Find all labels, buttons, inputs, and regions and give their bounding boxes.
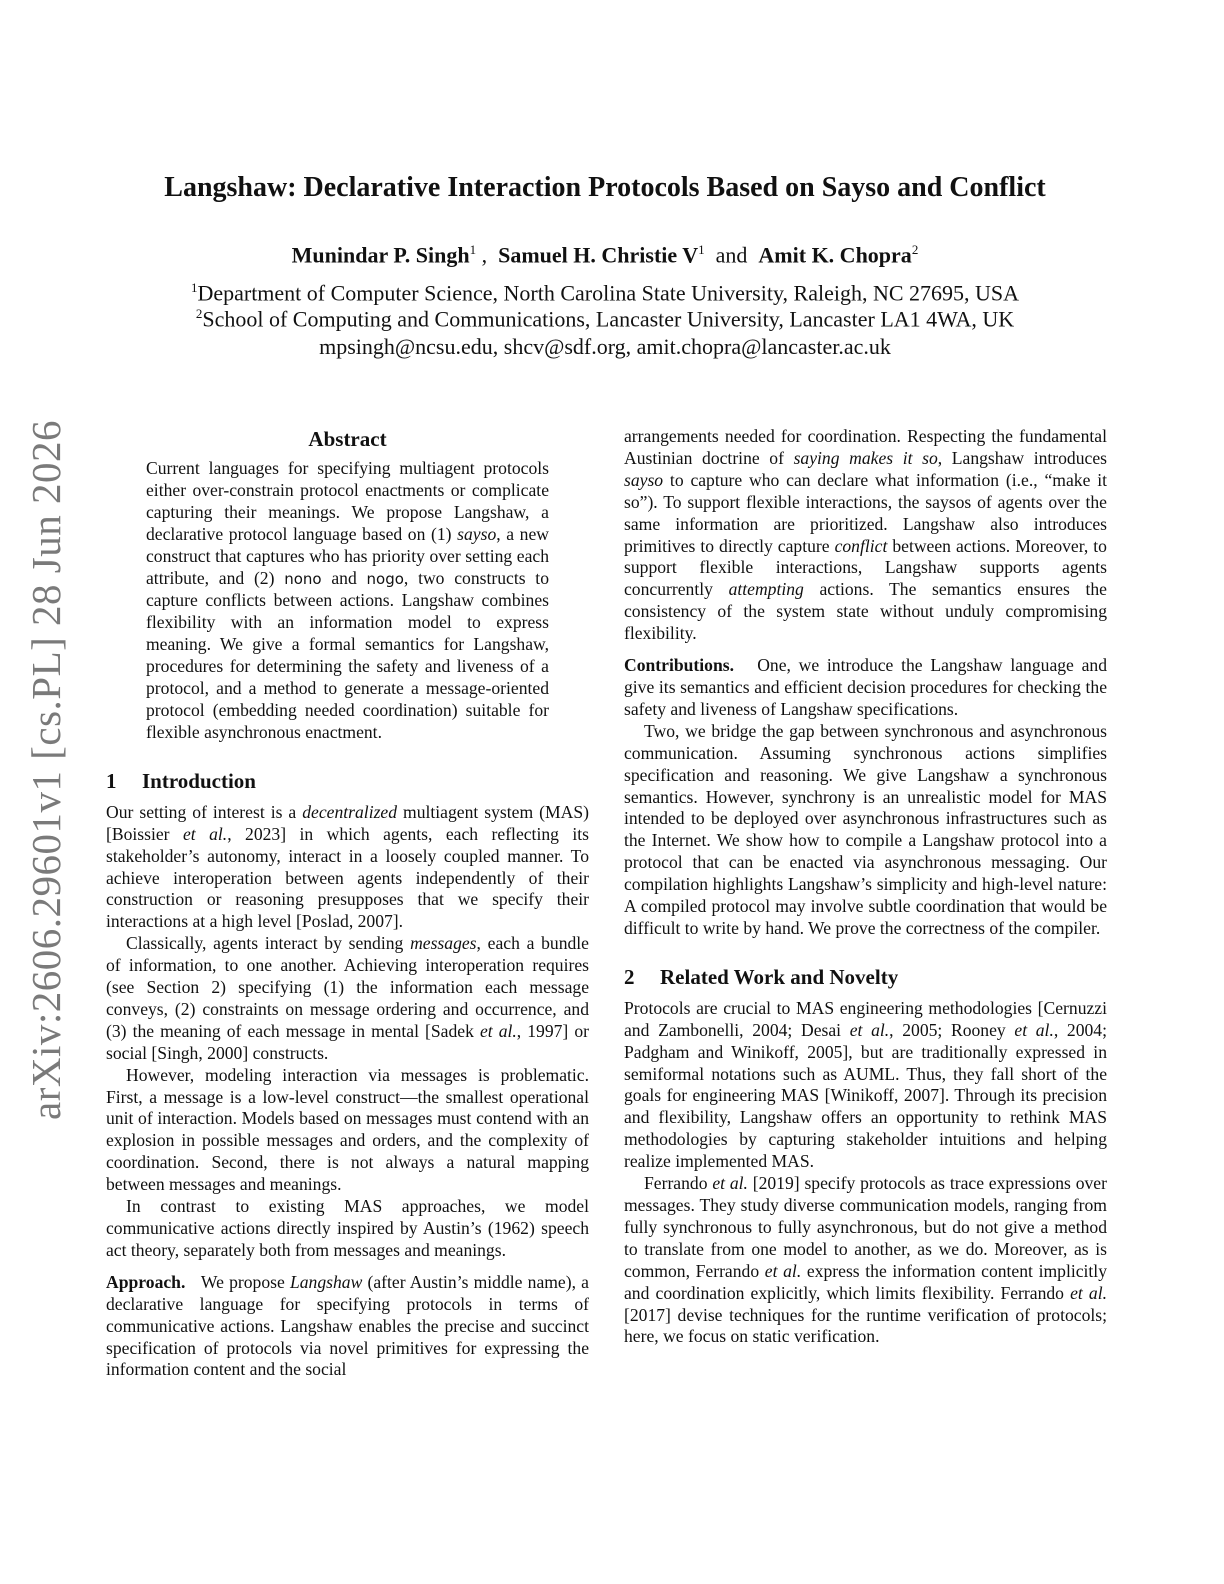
intro-paragraph-3: However, modeling interaction via messages is problematic. First, a message is a low-level construct—the smallest operational unit of interaction. Models based on messages must contend with an explosion in possible messages and orders, and the complexity of coordination. Second, there is not always a natural mapping between messages and meanings. [106, 1064, 589, 1195]
paper-title: Langshaw: Declarative Interaction Protocols Based on Sayso and Conflict [164, 172, 1046, 203]
left-column [106, 426, 589, 1381]
related-paragraph-2: Ferrando et al. [2019] specify protocols as trace expressions over messages. They study diverse communication models, ranging from fully synchronous to fully asynchronous, but do not give a method to translate from one model to another, as we do. Moreover, as is common, Ferrando et al. express the information content implicitly and coordination explicitly, which limits flexibility. Ferrando et al. [2017] devise techniques for the runtime verification of protocols; here, we focus on static verification. [624, 1173, 1107, 1347]
section-2-heading: 2 Related Work and Novelty [624, 964, 899, 989]
contributions-paragraph: Contributions. One, we introduce the Langshaw language and give its semantics and efficient decision procedures for checking the safety and liveness of Langshaw specifications. [624, 655, 1108, 719]
intro-paragraph-2: Classically, agents interact by sending messages, each a bundle of information, to one another. Achieving interoperation requires (see Section 2) specifying (1) the information each message conveys, (2) constraints on message ordering and occurrence, and (3) the meaning of each message in mental [Sadek et al., 1997] or social [Singh, 2000] constructs. [106, 933, 589, 1063]
author-1: Munindar P. Singh [291, 242, 470, 268]
approach-paragraph: Approach. We propose Langshaw (after Austin’s middle name), a declarative language for specifying protocols in terms of communicative actions. Langshaw enables the precise and succinct specification of protocols via novel primitives for expressing the information content and the social [106, 1271, 589, 1380]
affiliation-1: $^1$Department of Computer Science, North Carolina State University, Raleigh, NC 27695, USA [190, 280, 1020, 306]
right-column [624, 426, 1107, 1348]
abstract-text: Current languages for specifying multiagent protocols either over-constrain protocol enactments or complicate capturing their meanings. We propose Langshaw, a declarative protocol language based on (1) sayso, a new construct that captures who has priority over setting each attribute, and (2) nono and nogo, two constructs to capture conflicts between actions. Langshaw combines flexibility with an information model to express meaning. We give a formal semantics for Langshaw, procedures for determining the safety and liveness of a protocol, and a method to generate a message-oriented protocol (embedding needed coordination) suitable for flexible asynchronous enactment. [146, 458, 549, 742]
author-and: and [715, 242, 748, 268]
author-emails: mpsingh@ncsu.edu, shcv@sdf.org, amit.chopra@lancaster.ac.uk [319, 334, 891, 359]
author-2: Samuel H. Christie V [498, 242, 699, 268]
approach-continued: arrangements needed for coordination. Respecting the fundamental Austinian doctrine of saying makes it so, Langshaw introduces sayso to capture who can declare what information (i.e., “make it so”). To support flexible interactions, the saysos of agents over the same information are prioritized. Langshaw also introduces primitives to directly capture conflict between actions. Moreover, to support flexible interactions, Langshaw supports agents concurrently attempting actions. The semantics ensures the consistency of the system state without unduly compromising flexibility. [624, 426, 1107, 644]
section-1-heading: 1 Introduction [106, 768, 256, 793]
abstract-heading: Abstract [308, 427, 387, 451]
intro-paragraph-4: In contrast to existing MAS approaches, we model communicative actions directly inspired by Austin’s (1962) speech act theory, separately both from messages and meanings. [106, 1196, 589, 1260]
contributions-paragraph-2: Two, we bridge the gap between synchronous and asynchronous communication. Assuming synchronous actions simplifies specification and reasoning. We give Langshaw a synchronous semantics. However, synchrony is an unrealistic model for MAS intended to be deployed over asynchronous infrastructures such as the Internet. We show how to compile a Langshaw protocol into a protocol that can be enacted via asynchronous messaging. Our compilation highlights Langshaw’s simplicity and high-level nature: A compiled protocol may involve subtle coordination that would be difficult to write by hand. We prove the correctness of the compiler. [624, 720, 1107, 938]
arxiv-stamp: arXiv:2606.29601v1 [cs.PL] 28 Jun 2026 [23, 419, 69, 1120]
author-line: Munindar P. Singh$^1$ , Samuel H. Christie $V^1$ and Amit K. Chopra$^2$ [291, 242, 919, 268]
author-3: Amit K. Chopra [758, 242, 912, 268]
related-paragraph-1: Protocols are crucial to MAS engineering methodologies [Cernuzzi and Zambonelli, 2004; Desai et al., 2005; Rooney et al., 2004; Padgham and Winikoff, 2005], but are traditionally expressed in semiformal notations such as AUML. Thus, they fall short of the goals for engineering MAS [Winikoff, 2007]. Through its precision and flexibility, Langshaw offers an opportunity to rethink MAS methodologies by capturing stakeholder intuitions and helping realize implemented MAS. [624, 997, 1107, 1172]
intro-paragraph-1: Our setting of interest is a decentralized multiagent system (MAS) [Boissier et al., 2023] in which agents, each reflecting its stakeholder’s autonomy, interact in a loosely coupled manner. To achieve interoperation between agents independently of their construction or reasoning presupposes that we specify their interactions at a high level [Poslad, 2007]. [106, 801, 589, 932]
affiliation-2: $^2$School of Computing and Communications, Lancaster University, Lancaster LA1 4WA, UK [195, 306, 1015, 332]
